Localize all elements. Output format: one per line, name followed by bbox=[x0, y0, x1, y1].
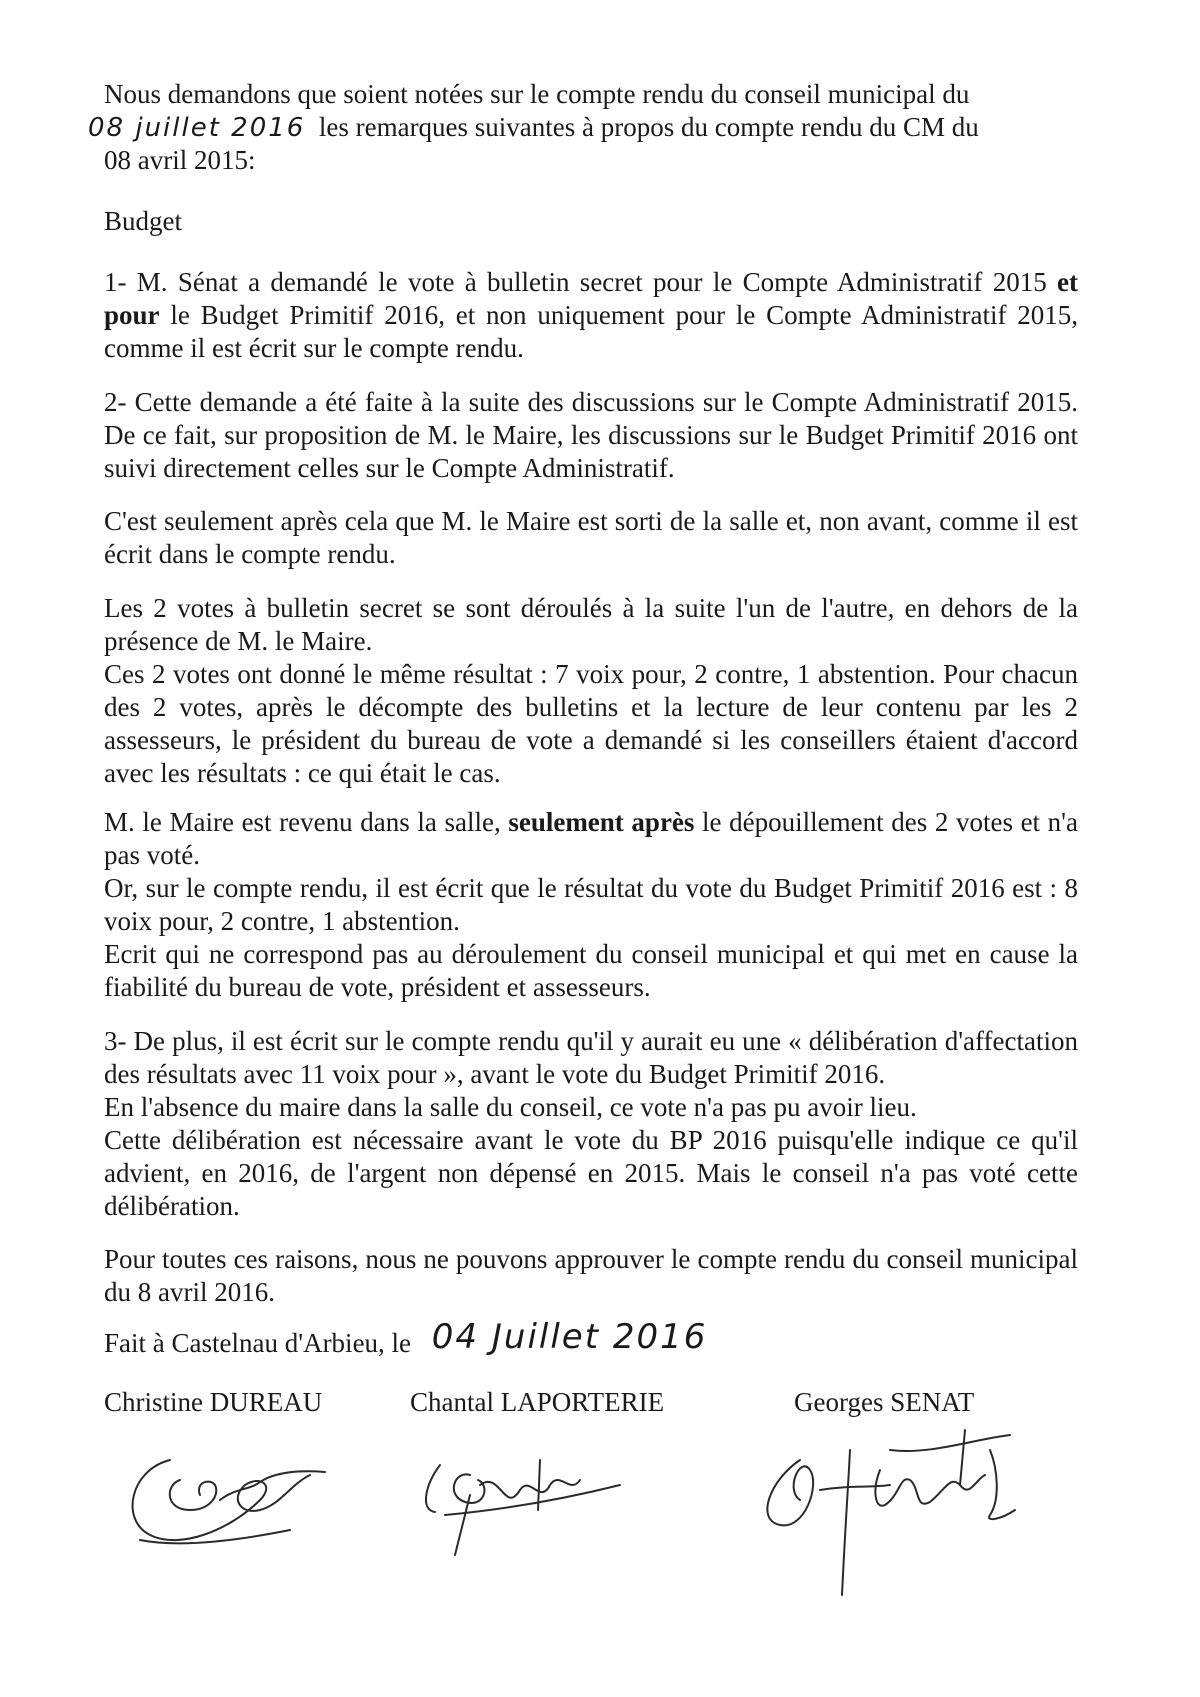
signature-laporterie bbox=[410, 1440, 640, 1560]
intro-line-1 bbox=[104, 78, 1104, 111]
signatory-name-1: Christine DUREAU bbox=[104, 1387, 323, 1417]
para-revenu-2-text: Or, sur le compte rendu, il est écrit que le résultat du vote du Budget Primitif 2016 est : 8 voix pour, 2 contre, 1 abstention. bbox=[104, 873, 1078, 936]
para-revenu-3-text: Ecrit qui ne correspond pas au déroulement du conseil municipal et qui met en cause la fiabilité du bureau de vote, président et assesseurs. bbox=[104, 939, 1078, 1002]
intro-line-1-text: Nous demandons que soient notées sur le compte rendu du conseil municipal du bbox=[104, 79, 970, 109]
point-2-text: 2- Cette demande a été faite à la suite des discussions sur le Compte Administratif 2015. De ce fait, sur proposition de M. le Maire, les discussions sur le Budget Primitif 2016 ont suivi directement celles sur le Compte Administratif. bbox=[104, 387, 1078, 483]
point-1-bold: et pour bbox=[104, 267, 1079, 330]
para-revenu-text-b: le dépouillement des 2 votes et n'a pas voté. bbox=[104, 807, 1079, 870]
handwritten-signing-date: 04 Juillet 2016 bbox=[431, 1317, 708, 1357]
para-revenu-2 bbox=[104, 872, 1078, 938]
point-1-text-b: le Budget Primitif 2016, et non uniquement pour le Compte Administratif 2015, comme il est écrit sur le compte rendu. bbox=[104, 300, 1078, 363]
point-3-3-text: Cette délibération est nécessaire avant le vote du BP 2016 puisqu'elle indique ce qu'il advient, en 2016, de l'argent non dépensé en 2015. Mais le conseil n'a pas voté cette délibération. bbox=[104, 1125, 1078, 1221]
para-votes-2-text: Ces 2 votes ont donné le même résultat : 7 voix pour, 2 contre, 1 abstention. Pour chacun des 2 votes, après le décompte des bulletins et la lecture de leur contenu par les 2 assesseurs, le président du bureau de vote a demandé si les conseillers étaient d'accord avec les résultats : ce qui était le cas. bbox=[104, 659, 1078, 788]
point-3-2 bbox=[104, 1091, 1078, 1124]
para-revenu-bold: seulement après bbox=[508, 807, 695, 837]
point-3-1 bbox=[104, 1025, 1078, 1091]
closing-line bbox=[104, 1317, 1078, 1360]
para-revenu-text-a: M. le Maire est revenu dans la salle, bbox=[104, 807, 501, 837]
point-1-text-a: 1- M. Sénat a demandé le vote à bulletin secret pour le Compte Administratif 2015 bbox=[104, 267, 1047, 297]
point-3-3 bbox=[104, 1124, 1078, 1223]
point-1 bbox=[104, 266, 1078, 365]
intro-line-2-text: les remarques suivantes à propos du compte rendu du CM du bbox=[318, 112, 979, 142]
para-votes-2 bbox=[104, 658, 1078, 790]
point-3-1-text: 3- De plus, il est écrit sur le compte rendu qu'il y aurait eu une « délibération d'affectation des résultats avec 11 voix pour », avant le vote du Budget Primitif 2016. bbox=[104, 1026, 1078, 1089]
signatory-name-2: Chantal LAPORTERIE bbox=[410, 1387, 665, 1417]
para-maire-sorti-text: C'est seulement après cela que M. le Maire est sorti de la salle et, non avant, comme il est écrit dans le compte rendu. bbox=[104, 506, 1078, 569]
conclusion-text: Pour toutes ces raisons, nous ne pouvons approuver le compte rendu du conseil municipal du 8 avril 2016. bbox=[104, 1244, 1078, 1307]
section-title-text: Budget bbox=[104, 206, 182, 236]
signature-senat bbox=[760, 1430, 1060, 1600]
conclusion bbox=[104, 1243, 1078, 1309]
para-votes-1-text: Les 2 votes à bulletin secret se sont déroulés à la suite l'un de l'autre, en dehors de la présence de M. le Maire. bbox=[104, 593, 1078, 656]
section-title bbox=[104, 205, 1078, 238]
handwritten-meeting-date: 08 juillet 2016 bbox=[88, 113, 306, 143]
para-revenu-1 bbox=[104, 806, 1078, 872]
intro-line-2 bbox=[88, 111, 1098, 145]
closing-place: Fait à Castelnau d'Arbieu, le bbox=[104, 1328, 412, 1358]
signature-dureau bbox=[110, 1440, 330, 1560]
signatory-name-3: Georges SENAT bbox=[794, 1387, 975, 1417]
para-maire-sorti bbox=[104, 505, 1078, 571]
intro-line-3 bbox=[104, 144, 1078, 177]
para-revenu-3 bbox=[104, 938, 1078, 1004]
intro-line-3-text: 08 avril 2015: bbox=[104, 145, 256, 175]
para-votes-1 bbox=[104, 592, 1078, 658]
point-3-2-text: En l'absence du maire dans la salle du conseil, ce vote n'a pas pu avoir lieu. bbox=[104, 1092, 917, 1122]
point-2 bbox=[104, 386, 1078, 485]
